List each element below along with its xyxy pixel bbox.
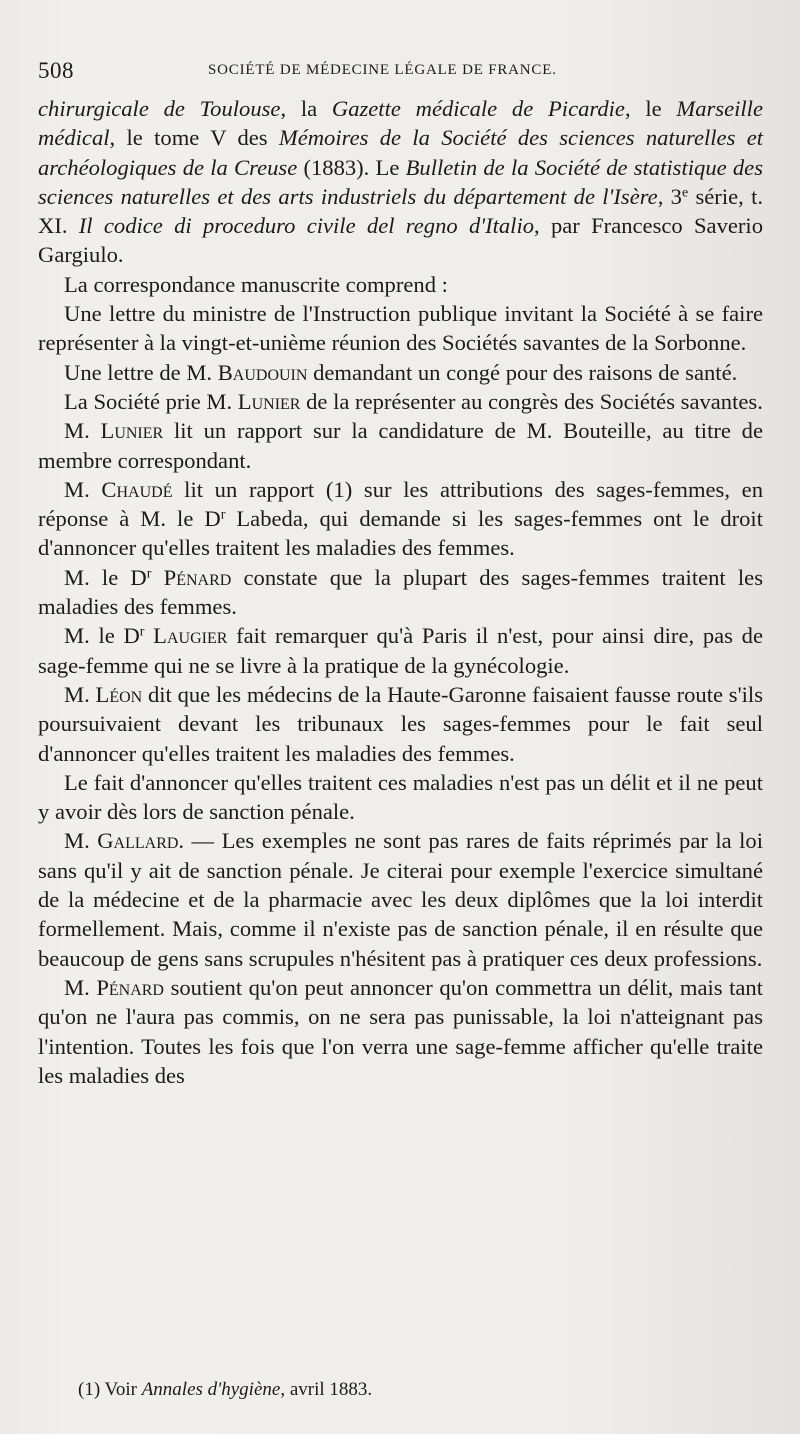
text-run: demandant un congé pour des raisons de santé. (307, 359, 738, 385)
title-italic: chirurgicale de Toulouse (38, 96, 281, 121)
text-run: , la (280, 96, 332, 121)
paragraph-leon-statement (38, 680, 763, 768)
text-run: soutient qu'on peut annoncer qu'on commettra un délit, mais tant qu'on ne l'aura pas commis, on ne sera pas punissable, la loi n'atteignant pas l'intention. Toutes les fois que l'on verra une sage-femme afficher qu'elle traite les maladies des (38, 974, 763, 1088)
text-run: , le (624, 96, 677, 121)
text-run: , 3 (657, 183, 682, 209)
footnote (78, 1378, 758, 1402)
person-name: Gallard (97, 828, 179, 854)
text-run: M. (64, 681, 96, 707)
title-italic: Marseille médical (38, 96, 763, 151)
person-name: Léon (95, 681, 143, 707)
superscript: r (139, 624, 145, 640)
text-run: La Société prie M. (64, 388, 238, 414)
paragraph-chaude-report (38, 475, 763, 563)
superscript: r (146, 566, 152, 582)
text-run: M. le D (64, 564, 147, 590)
running-head: SOCIÉTÉ DE MÉDECINE LÉGALE DE FRANCE. (208, 62, 557, 78)
paragraph-gallard-statement (38, 826, 763, 972)
text-run: M. le D (64, 623, 140, 649)
text-run: de la représenter au congrès des Sociétés savantes. (300, 388, 763, 414)
text-run: (1883). Le (297, 154, 406, 180)
text-run: constate que la plupart des sages-femmes traitent les maladies des femmes. (38, 564, 763, 620)
text-run: M. (64, 974, 97, 1000)
paragraph-no-penalty: Le fait d'annoncer qu'elles traitent ces maladies n'est pas un délit et il ne peut y avoir dès lors de sanction pénale. (38, 769, 763, 825)
paragraph-penard-statement (38, 563, 763, 622)
title-italic: Annales d'hygiène (141, 1379, 281, 1400)
paragraph-penard-reply (38, 973, 763, 1090)
text-run: fait remarquer qu'à Paris il n'est, pour ainsi dire, pas de sage-femme qui ne se livre à la pratique de la gynécologie. (38, 623, 763, 678)
text-run: M. (64, 476, 102, 502)
text-run: , par Francesco Saverio Gargiulo. (38, 213, 763, 268)
paragraph-laugier-remark (38, 621, 763, 680)
paragraph-lunier-report (38, 416, 763, 475)
superscript: r (220, 507, 226, 523)
text-run: Une lettre de M. (64, 359, 218, 385)
text-run: lit un rapport (1) sur les attributions des sages-femmes, en réponse à M. le D (38, 476, 763, 532)
person-name: Lunier (100, 418, 164, 444)
person-name: Baudouin (217, 359, 308, 385)
text-run: . — Les exemples ne sont pas rares de faits réprimés par la loi sans qu'il y ait de sanction pénale. Je citerai pour exemple l'exercice simultané de la médecine et de la pharmacie avec les deux diplômes que la loi interdit formellement. Mais, comme il n'existe pas de sanction pénale, il en résulte que beaucoup de gens sans scrupules n'hésitent pas à pratiquer ces deux professions. (38, 828, 763, 971)
text-run: Labeda, qui demande si les sages-femmes ont le droit d'annoncer qu'elles traitent les maladies des femmes. (38, 506, 763, 561)
text-run (151, 565, 163, 590)
title-italic: Bulletin de la Société de statistique des sciences naturelles et des arts industriels du département de l'Isère (38, 154, 763, 209)
title-italic: Mémoires de la Société des sciences naturelles et archéologiques de la Creuse (38, 125, 763, 180)
text-run: , le tome V des (109, 125, 279, 151)
paragraph-correspondence: La correspondance manuscrite comprend : (64, 271, 448, 297)
text-run: M. (64, 418, 101, 444)
paragraph-publications-continued (38, 94, 763, 270)
text-run (144, 623, 153, 648)
person-name: Pénard (163, 564, 232, 590)
person-name: Chaudé (101, 476, 173, 502)
text-run: (1) Voir (78, 1379, 142, 1400)
paragraph-minister-letter: Une lettre du ministre de l'Instruction publique invitant la Société à se faire représenter à la vingt-et-unième réunion des Sociétés savantes de la Sorbonne. (38, 301, 763, 356)
text-run: , avril 1883. (280, 1379, 373, 1400)
person-name: Pénard (96, 974, 164, 1000)
text-run: M. (64, 828, 98, 854)
page-body (38, 94, 763, 1090)
text-run: série, t. XI. (38, 183, 763, 239)
page-number: 508 (38, 58, 74, 83)
title-italic: Gazette médicale de Picardie (331, 96, 625, 121)
title-italic: Il codice di proceduro civile del regno d'Italio (78, 213, 535, 239)
superscript: e (681, 185, 689, 201)
paragraph-lunier-congress (38, 387, 763, 416)
person-name: Laugier (153, 623, 228, 649)
paragraph-baudouin-letter (38, 358, 763, 387)
text-run: lit un rapport sur la candidature de M. Bouteille, au titre de membre correspondant. (38, 418, 763, 473)
text-run: dit que les médecins de la Haute-Garonne faisaient fausse route s'ils poursuivaient devant les tribunaux les sages-femmes pour le fait seul d'annoncer qu'elles traitent les maladies des femmes. (38, 681, 764, 766)
page-header (38, 58, 758, 90)
person-name: Lunier (237, 388, 301, 414)
